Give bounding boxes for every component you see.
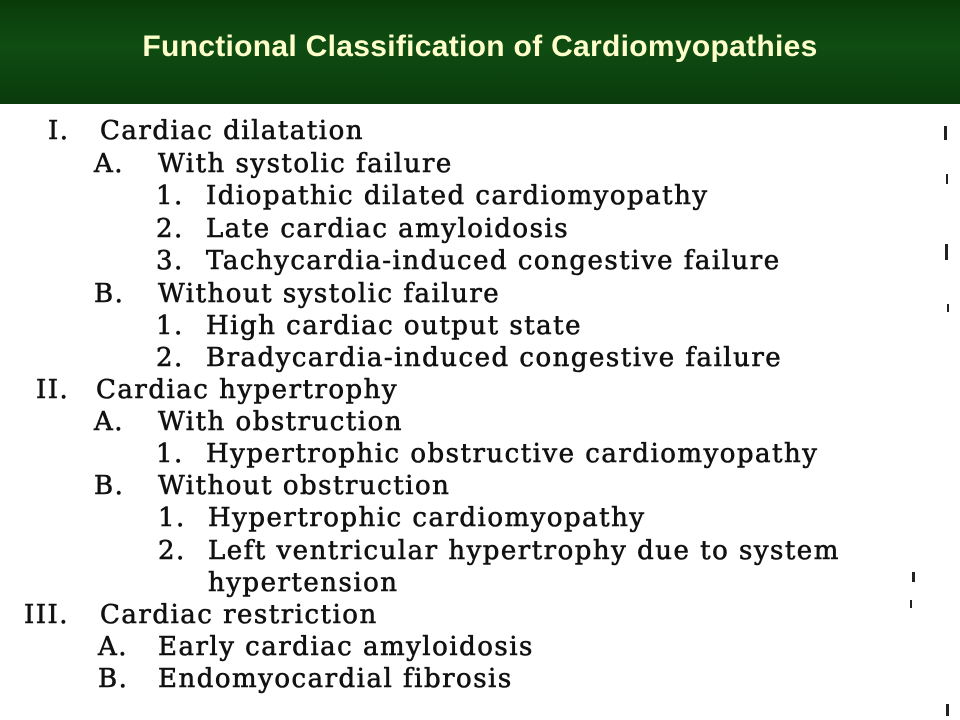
outline-item-2b1 [158, 503, 646, 533]
scan-artifact [912, 572, 915, 582]
item-letter: B. [94, 471, 125, 501]
item-number: 1. [156, 311, 184, 341]
item-label: Without obstruction [158, 471, 451, 501]
section-number: I. [48, 116, 70, 146]
item-label: High cardiac output state [206, 311, 582, 341]
outline-item-1a1 [156, 181, 709, 211]
item-label: Hypertrophic obstructive cardiomyopathy [206, 439, 819, 469]
item-label: Bradycardia-induced congestive failure [206, 343, 783, 373]
outline-item-2b [94, 471, 450, 501]
item-number: 2. [156, 214, 184, 244]
outline-item-1b1 [156, 311, 582, 341]
scan-artifact [945, 244, 948, 260]
outline-item-1b [94, 279, 500, 309]
item-number: 2. [156, 343, 184, 373]
item-label: With systolic failure [158, 149, 453, 179]
item-letter: B. [94, 279, 125, 309]
section-label: Cardiac hypertrophy [96, 375, 399, 405]
scan-artifact [947, 304, 949, 312]
outline-item-1a [94, 149, 453, 179]
slide-title: Functional Classification of Cardiomyopathies [142, 30, 818, 63]
slide-header [0, 0, 960, 104]
outline-item-1b2 [156, 343, 782, 373]
section-label: Cardiac restriction [100, 600, 378, 630]
item-label: With obstruction [158, 407, 404, 437]
item-label: Tachycardia-induced congestive failure [206, 246, 781, 276]
item-label: Endomyocardial fibrosis [158, 664, 513, 694]
item-label: Without systolic failure [158, 279, 501, 309]
section-number: III. [24, 600, 70, 630]
item-letter: A. [98, 632, 129, 662]
section-number: II. [36, 375, 70, 405]
outline-item-2b2 [158, 536, 840, 566]
outline-item-1a3 [156, 246, 781, 276]
outline-item-2b2-continuation [208, 568, 399, 598]
outline-item-2a [94, 407, 403, 437]
outline-item-3a [98, 632, 534, 662]
outline-item-1a2 [156, 214, 569, 244]
scan-artifact [944, 126, 947, 140]
outline-section-1 [48, 116, 364, 146]
outline-section-3 [24, 600, 378, 630]
outline-item-2a1 [156, 439, 818, 469]
item-label: Late cardiac amyloidosis [206, 214, 570, 244]
outline-item-3b [98, 664, 513, 694]
item-number: 1. [158, 503, 186, 533]
item-letter: A. [94, 407, 125, 437]
item-number: 1. [156, 439, 184, 469]
item-letter: B. [98, 664, 129, 694]
item-number: 1. [156, 181, 184, 211]
section-label: Cardiac dilatation [100, 116, 364, 146]
item-label: Early cardiac amyloidosis [158, 632, 534, 662]
item-label: Hypertrophic cardiomyopathy [208, 503, 646, 533]
scan-artifact [946, 704, 949, 716]
item-label: Idiopathic dilated cardiomyopathy [206, 181, 709, 211]
scan-artifact [910, 600, 912, 608]
item-label-continuation: hypertension [208, 568, 399, 598]
item-letter: A. [94, 149, 125, 179]
item-number: 2. [158, 536, 186, 566]
item-number: 3. [156, 246, 184, 276]
outline-section-2 [36, 375, 398, 405]
item-label: Left ventricular hypertrophy due to system [208, 536, 840, 566]
scanned-document [0, 104, 960, 720]
scan-artifact [946, 174, 948, 184]
